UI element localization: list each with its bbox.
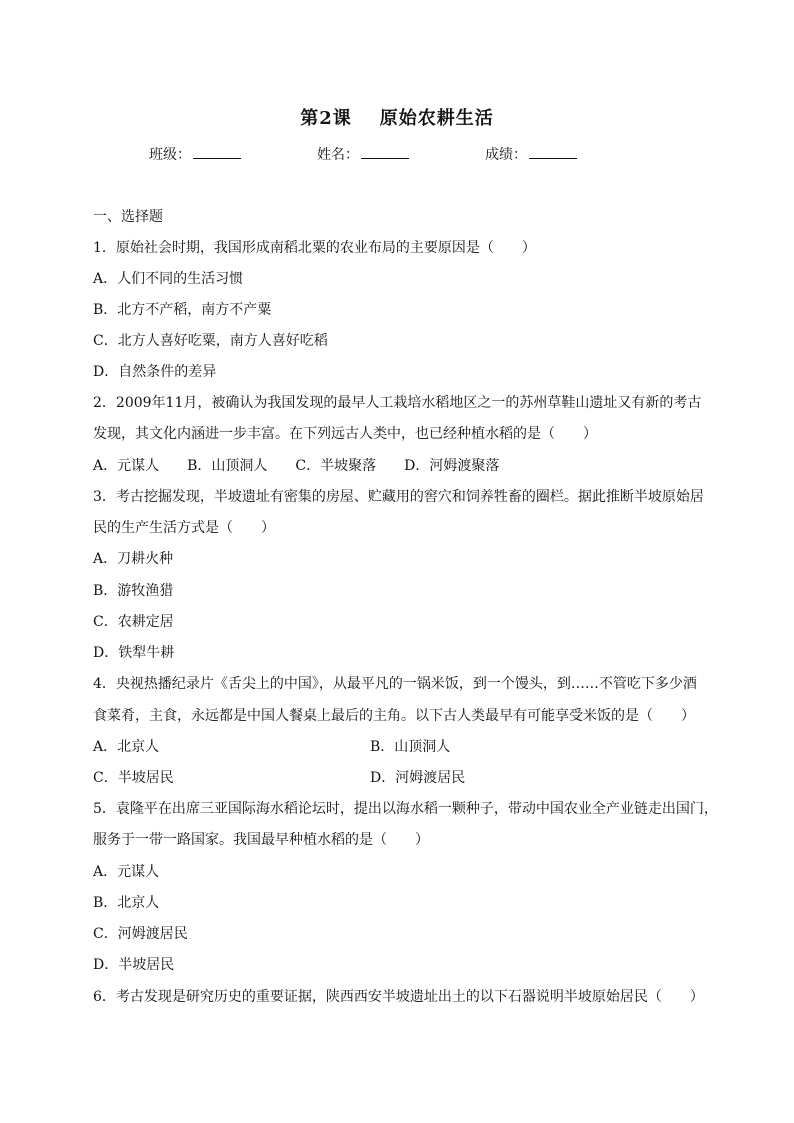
question-2-stem-line-2: 发现，其文化内涵进一步丰富。在下列远古人类中，也已经种植水稻的是（ ） <box>93 426 597 442</box>
question-4-stem-line-1: 4．央视热播纪录片《舌尖上的中国》，从最平凡的一锅米饭，到一个馒头，到……不管吃下多少酒 <box>93 676 697 692</box>
question-5-option-a: A．元谋人 <box>93 864 160 880</box>
section-heading: 一、选择题 <box>93 209 163 225</box>
question-5-stem-line-2: 服务于一带一路国家。我国最早种植水稻的是（ ） <box>93 832 429 848</box>
question-6-stem: 6．考古发现是研究历史的重要证据，陕西西安半坡遗址出土的以下石器说明半坡原始居民（ ） <box>93 989 704 1005</box>
question-5-option-d: D．半坡居民 <box>93 957 175 973</box>
score-field <box>485 144 577 164</box>
question-4-option-a: A．北京人 <box>93 739 160 755</box>
question-1-stem: 1．原始社会时期，我国形成南稻北粟的农业布局的主要原因是（ ） <box>93 240 536 256</box>
class-label: 班级： <box>149 147 191 163</box>
question-3-option-c: C．农耕定居 <box>93 614 174 630</box>
question-3-option-b: B．游牧渔猎 <box>93 583 174 599</box>
question-1-option-d: D．自然条件的差异 <box>93 364 217 380</box>
question-3-option-d: D．铁犁牛耕 <box>93 645 175 661</box>
name-field <box>317 144 409 164</box>
question-1-option-b: B．北方不产稻，南方不产粟 <box>93 302 272 318</box>
score-label: 成绩： <box>485 147 527 163</box>
question-4-stem-line-2: 食菜肴，主食，永远都是中国人餐桌上最后的主角。以下古人类最早有可能享受米饭的是（ ） <box>93 708 695 724</box>
question-3-option-a: A．刀耕火种 <box>93 551 174 567</box>
question-4-option-c: C．半坡居民 <box>93 770 174 786</box>
question-4-option-d: D．河姆渡居民 <box>370 770 466 786</box>
question-1-option-a: A．人们不同的生活习惯 <box>93 271 244 287</box>
class-blank[interactable] <box>193 144 241 159</box>
question-2-options: A．元谋人 B．山顶洞人 C．半坡聚落 D．河姆渡聚落 <box>93 458 500 474</box>
lesson-title: 原始农耕生活 <box>379 108 494 129</box>
question-4-option-b: B．山顶洞人 <box>370 739 451 755</box>
lesson-number: 第2课 <box>300 108 352 129</box>
class-field <box>149 144 241 164</box>
question-2-stem-line-1: 2．2009年11月，被确认为我国发现的最早人工栽培水稻地区之一的苏州草鞋山遗址又有新的考古 <box>93 395 702 411</box>
name-blank[interactable] <box>361 144 409 159</box>
question-3-stem-line-2: 民的生产生活方式是（ ） <box>93 520 275 536</box>
question-3-stem-line-1: 3．考古挖掘发现，半坡遗址有密集的房屋、贮藏用的窖穴和饲养牲畜的圈栏。据此推断半坡原始居 <box>93 489 704 505</box>
score-blank[interactable] <box>529 144 577 159</box>
question-1-option-c: C．北方人喜好吃粟，南方人喜好吃稻 <box>93 333 328 349</box>
name-label: 姓名： <box>317 147 359 163</box>
question-5-option-b: B．北京人 <box>93 895 160 911</box>
page-title <box>0 104 794 130</box>
question-5-stem-line-1: 5．袁隆平在出席三亚国际海水稻论坛时，提出以海水稻一颗种子，带动中国农业全产业链走出国门， <box>93 801 718 817</box>
question-5-option-c: C．河姆渡居民 <box>93 926 188 942</box>
